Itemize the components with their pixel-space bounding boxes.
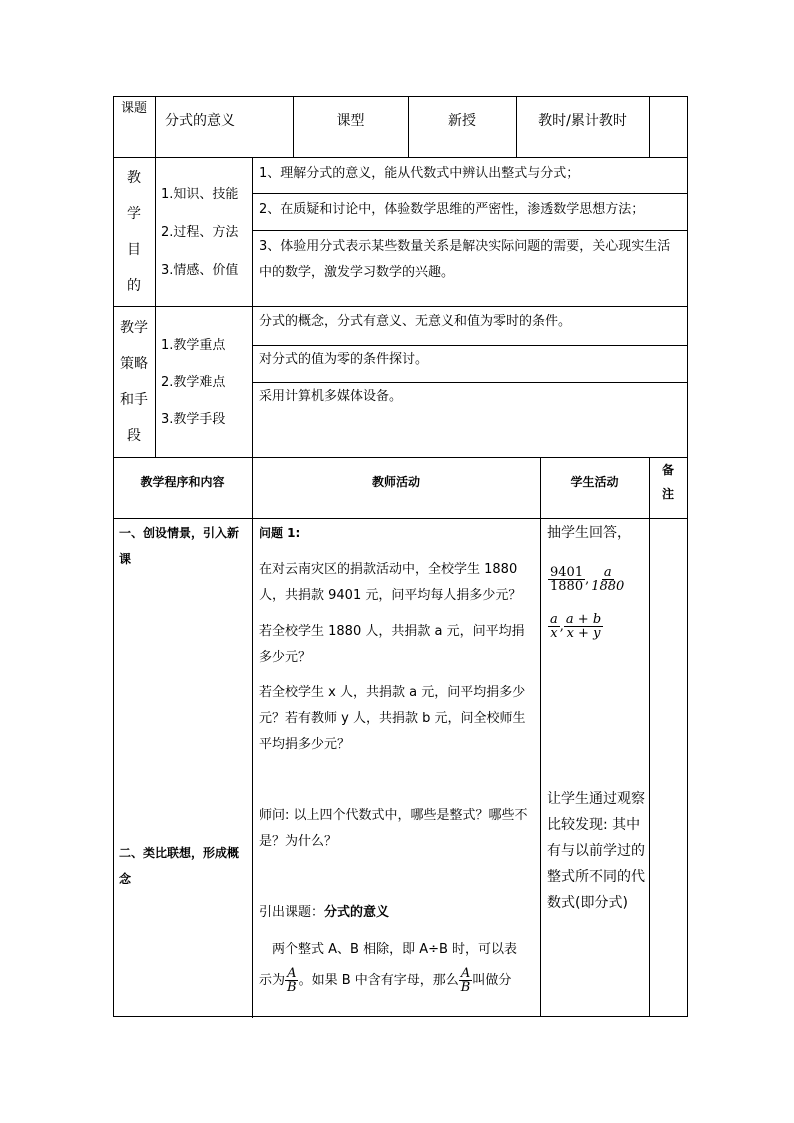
- strategy-item-3: 采用计算机多媒体设备。: [259, 389, 403, 404]
- section-2-title: 二、类比联想，形成概念: [119, 846, 240, 886]
- objective-item-2: 2、在质疑和讨论中，体验数学思维的严密性，渗透数学思想方法；: [259, 202, 645, 217]
- rule-category: [252, 157, 253, 1018]
- student-fractions-row2: $\frac{a}{x}$ , $\frac{a + b}{x + y}$: [550, 612, 602, 641]
- rule-student-col: [540, 457, 541, 1017]
- type-value: 新授: [448, 113, 476, 129]
- rule-table-bottom: [113, 1016, 688, 1017]
- process-header-col4: 备 注: [661, 463, 674, 501]
- problem-label: 问题 1:: [259, 526, 301, 540]
- objective-item-3: 3、体验用分式表示某些数量关系是解决实际问题的需要，关心现实生活中的数学，激发学习数学的兴趣。: [259, 239, 671, 280]
- fraction-a-over-1880: $\frac{a}{1880}$: [591, 565, 625, 594]
- strategy-item-2: 对分式的值为零的条件探讨。: [259, 352, 429, 367]
- rule-header-col1: [155, 96, 156, 157]
- fraction-a-over-b: $\frac{A}{B}$: [287, 966, 297, 995]
- section-1-title: 一、创设情景，引入新课: [119, 526, 240, 566]
- process-header-col3: 学生活动: [570, 475, 619, 489]
- rule-strategy-2: [252, 382, 688, 383]
- teacher-paragraph-3: 若全校学生 x 人，共捐款 a 元，问平均捐多少元？若有教师 y 人，共捐款 b 元，问全校师生平均捐多少元？: [259, 685, 526, 752]
- student-observe: 让学生通过观察比较发现: 其中有与以前学过的整式所不同的代数式(即分式): [547, 791, 645, 911]
- rule-process-header-bottom: [113, 518, 688, 519]
- topic-label: 课题: [120, 101, 147, 116]
- rule-header-bottom: [113, 157, 688, 158]
- teacher-paragraph-4: 师问: 以上四个代数式中，哪些是整式？哪些不是？为什么？: [259, 808, 528, 849]
- type-label: 课型: [336, 113, 365, 129]
- teacher-paragraph-6-line1: 两个整式 A、B 相除，即 A÷B 时，可以表: [272, 942, 518, 957]
- process-header-col2: 教师活动: [371, 475, 420, 489]
- objectives-categories: 1.知识、技能 2.过程、方法 3.情感、价值: [161, 187, 239, 278]
- rule-side-label: [155, 157, 156, 457]
- student-answer: 抽学生回答，: [547, 525, 631, 541]
- fraction-a-plus-b-over-x-plus-y: $\frac{a + b}{x + y}$: [565, 612, 602, 641]
- teacher-paragraph-6-line2: 示为 $\frac{A}{B}$ 。如果 B 中含有字母，那么 $\frac{A}{B}$ 叫做分: [259, 966, 512, 995]
- rule-objectives-bottom: [113, 306, 688, 307]
- rule-strategy-bottom: [113, 457, 688, 458]
- objective-item-1: 1、理解分式的意义，能从代数式中辨认出整式与分式；: [259, 166, 580, 181]
- rule-strategy-1: [252, 345, 688, 346]
- teacher-paragraph-5: 引出课题：分式的意义: [259, 905, 390, 920]
- strategy-categories: 1.教学重点 2.教学难点 3.教学手段: [161, 338, 226, 427]
- rule-note-col: [649, 457, 650, 1017]
- rule-top: [113, 96, 688, 97]
- teacher-paragraph-1: 在对云南灾区的捐款活动中，全校学生 1880 人，共捐款 9401 元，问平均每人捐多少元？: [259, 562, 522, 603]
- objectives-side-label: 教 学 目 的: [127, 170, 141, 294]
- fraction-a-over-b-2: $\frac{A}{B}$: [460, 966, 471, 995]
- rule-header-col5: [649, 96, 650, 157]
- topic-value: 分式的意义: [165, 113, 235, 129]
- rule-right: [687, 96, 688, 1017]
- fraction-a-over-x: $\frac{a}{x}$: [550, 612, 558, 641]
- student-fractions-row1: $\frac{9401}{1880}$ , $\frac{a}{1880}$: [550, 565, 625, 594]
- strategy-side-label: 教学 策略 和手 段: [120, 320, 148, 444]
- rule-objective-1: [252, 193, 688, 194]
- lesson-title: 分式的意义: [324, 905, 390, 920]
- strategy-item-1: 分式的概念，分式有意义、无意义和值为零时的条件。: [259, 314, 572, 329]
- teacher-paragraph-2: 若全校学生 1880 人，共捐款 a 元，问平均捐多少元？: [259, 624, 525, 665]
- process-header-col1: 教学程序和内容: [140, 475, 225, 489]
- hours-label: 教时/累计教时: [538, 113, 627, 129]
- fraction-9401-over-1880: $\frac{9401}{1880}$: [550, 565, 584, 594]
- rule-objective-2: [252, 230, 688, 231]
